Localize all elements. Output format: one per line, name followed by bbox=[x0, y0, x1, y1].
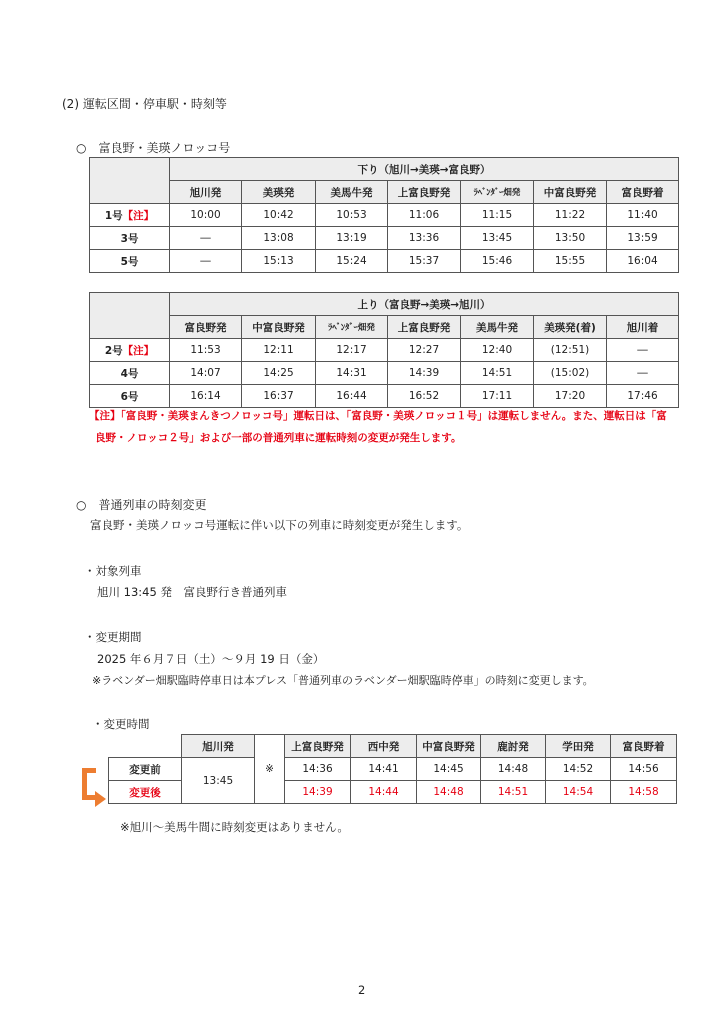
time-cell: 12:17 bbox=[316, 339, 388, 362]
train-label: 6号 bbox=[90, 385, 170, 408]
time-cell: 16:37 bbox=[242, 385, 316, 408]
table-corner bbox=[109, 735, 182, 758]
up-timetable bbox=[89, 292, 679, 408]
station-header: 中富良野発 bbox=[242, 316, 316, 339]
time-cell: 17:11 bbox=[461, 385, 534, 408]
time-cell: ― bbox=[607, 339, 679, 362]
time-cell: 17:46 bbox=[607, 385, 679, 408]
time-cell: 14:39 bbox=[285, 781, 351, 804]
table-corner bbox=[90, 293, 170, 339]
station-header: 上富良野発 bbox=[285, 735, 351, 758]
time-cell: (12:51) bbox=[534, 339, 607, 362]
time-cell: 10:53 bbox=[316, 204, 388, 227]
up-direction-header: 上り（富良野→美瑛→旭川） bbox=[170, 293, 679, 316]
station-header: 学田発 bbox=[546, 735, 611, 758]
table-row bbox=[109, 758, 677, 781]
time-cell: 14:51 bbox=[481, 781, 546, 804]
origin-header: 旭川発 bbox=[182, 735, 255, 758]
target-heading: ・対象列車 bbox=[84, 564, 142, 578]
time-cell: 14:44 bbox=[351, 781, 417, 804]
section-heading: (2) 運転区間・停車駅・時刻等 bbox=[62, 97, 227, 111]
period-note: ※ラベンダー畑駅臨時停車日は本プレス「普通列車のラベンダー畑駅臨時停車」の時刻に変更します。 bbox=[92, 674, 594, 687]
change-intro: 富良野・美瑛ノロッコ号運転に伴い以下の列車に時刻変更が発生します。 bbox=[90, 518, 469, 532]
note-line: 【注】「富良野・美瑛まんきつノロッコ号」運転日は、「富良野・美瑛ノロッコ１号」は運転しません。また、運転日は「富 bbox=[89, 410, 667, 422]
table-row bbox=[90, 204, 679, 227]
time-cell: 14:31 bbox=[316, 362, 388, 385]
station-header: 中富良野発 bbox=[534, 181, 607, 204]
station-header: 美瑛発(着) bbox=[534, 316, 607, 339]
time-cell: 15:13 bbox=[242, 250, 316, 273]
table-corner bbox=[90, 158, 170, 204]
down-direction-header: 下り（旭川→美瑛→富良野） bbox=[170, 158, 679, 181]
station-header: ﾗﾍﾞﾝﾀﾞｰ畑発 bbox=[316, 316, 388, 339]
time-cell: 11:53 bbox=[170, 339, 242, 362]
mark-cell: ※ bbox=[255, 735, 285, 804]
time-cell: 14:48 bbox=[481, 758, 546, 781]
change-heading: ○ 普通列車の時刻変更 bbox=[76, 498, 207, 512]
time-cell: 15:37 bbox=[388, 250, 461, 273]
train-label: 2号【注】 bbox=[90, 339, 170, 362]
change-arrow-icon bbox=[82, 768, 96, 800]
after-label: 変更後 bbox=[109, 781, 182, 804]
time-heading: ・変更時間 bbox=[92, 717, 150, 731]
change-note: ※旭川～美馬牛間に時刻変更はありません。 bbox=[120, 820, 349, 834]
time-cell: 11:40 bbox=[607, 204, 679, 227]
station-header: 旭川着 bbox=[607, 316, 679, 339]
time-cell: 14:51 bbox=[461, 362, 534, 385]
time-cell: 13:36 bbox=[388, 227, 461, 250]
time-cell: 10:00 bbox=[170, 204, 242, 227]
time-cell: 15:24 bbox=[316, 250, 388, 273]
time-cell: 14:58 bbox=[611, 781, 677, 804]
station-header: 鹿討発 bbox=[481, 735, 546, 758]
time-cell: 12:40 bbox=[461, 339, 534, 362]
time-cell: 14:54 bbox=[546, 781, 611, 804]
station-header: 美馬牛発 bbox=[316, 181, 388, 204]
time-cell: 14:48 bbox=[417, 781, 481, 804]
time-cell: 16:44 bbox=[316, 385, 388, 408]
time-cell: 11:15 bbox=[461, 204, 534, 227]
time-cell: 16:14 bbox=[170, 385, 242, 408]
time-cell: 16:52 bbox=[388, 385, 461, 408]
down-timetable bbox=[89, 157, 679, 273]
time-cell: 14:52 bbox=[546, 758, 611, 781]
time-cell: 11:22 bbox=[534, 204, 607, 227]
train-label: 3号 bbox=[90, 227, 170, 250]
time-cell: 10:42 bbox=[242, 204, 316, 227]
time-cell: 13:19 bbox=[316, 227, 388, 250]
table-row bbox=[90, 362, 679, 385]
table-row bbox=[90, 250, 679, 273]
station-header: 富良野着 bbox=[607, 181, 679, 204]
before-label: 変更前 bbox=[109, 758, 182, 781]
change-timetable bbox=[108, 734, 677, 804]
time-cell: 13:08 bbox=[242, 227, 316, 250]
time-cell: 13:45 bbox=[461, 227, 534, 250]
arrow-head-icon bbox=[95, 791, 106, 807]
time-cell: 17:20 bbox=[534, 385, 607, 408]
table-header-row bbox=[90, 316, 679, 339]
time-cell: 13:59 bbox=[607, 227, 679, 250]
station-header: 上富良野発 bbox=[388, 181, 461, 204]
time-cell: 14:45 bbox=[417, 758, 481, 781]
station-header: ﾗﾍﾞﾝﾀﾞｰ畑発 bbox=[461, 181, 534, 204]
station-header: 富良野発 bbox=[170, 316, 242, 339]
time-cell: ― bbox=[170, 250, 242, 273]
time-cell: ― bbox=[170, 227, 242, 250]
time-cell: 15:46 bbox=[461, 250, 534, 273]
period-heading: ・変更期間 bbox=[84, 630, 142, 644]
station-header: 美瑛発 bbox=[242, 181, 316, 204]
time-cell: 15:55 bbox=[534, 250, 607, 273]
station-header: 上富良野発 bbox=[388, 316, 461, 339]
time-cell: 14:56 bbox=[611, 758, 677, 781]
table-row bbox=[90, 227, 679, 250]
time-cell: 13:50 bbox=[534, 227, 607, 250]
table-header-row bbox=[109, 735, 677, 758]
note-line: 良野・ノロッコ２号」および一部の普通列車に運転時刻の変更が発生します。 bbox=[95, 432, 462, 444]
station-header: 西中発 bbox=[351, 735, 417, 758]
station-header: 富良野着 bbox=[611, 735, 677, 758]
time-cell: (15:02) bbox=[534, 362, 607, 385]
time-cell: 14:41 bbox=[351, 758, 417, 781]
station-header: 美馬牛発 bbox=[461, 316, 534, 339]
page-number: 2 bbox=[358, 983, 366, 997]
train-label: 5号 bbox=[90, 250, 170, 273]
time-cell: ― bbox=[607, 362, 679, 385]
train-label: 1号【注】 bbox=[90, 204, 170, 227]
station-header: 中富良野発 bbox=[417, 735, 481, 758]
train-label: 4号 bbox=[90, 362, 170, 385]
time-cell: 12:11 bbox=[242, 339, 316, 362]
period-text: 2025 年６月７日（土）～９月 19 日（金） bbox=[97, 652, 325, 666]
norokko-title: ○ 富良野・美瑛ノロッコ号 bbox=[76, 141, 231, 155]
station-header: 旭川発 bbox=[170, 181, 242, 204]
time-cell: 14:07 bbox=[170, 362, 242, 385]
time-cell: 14:36 bbox=[285, 758, 351, 781]
time-cell: 16:04 bbox=[607, 250, 679, 273]
table-header-row bbox=[90, 181, 679, 204]
origin-time: 13:45 bbox=[182, 758, 255, 804]
time-cell: 11:06 bbox=[388, 204, 461, 227]
time-cell: 14:25 bbox=[242, 362, 316, 385]
note-text bbox=[89, 405, 689, 449]
time-cell: 12:27 bbox=[388, 339, 461, 362]
table-row bbox=[90, 339, 679, 362]
target-text: 旭川 13:45 発 富良野行き普通列車 bbox=[97, 585, 287, 599]
time-cell: 14:39 bbox=[388, 362, 461, 385]
